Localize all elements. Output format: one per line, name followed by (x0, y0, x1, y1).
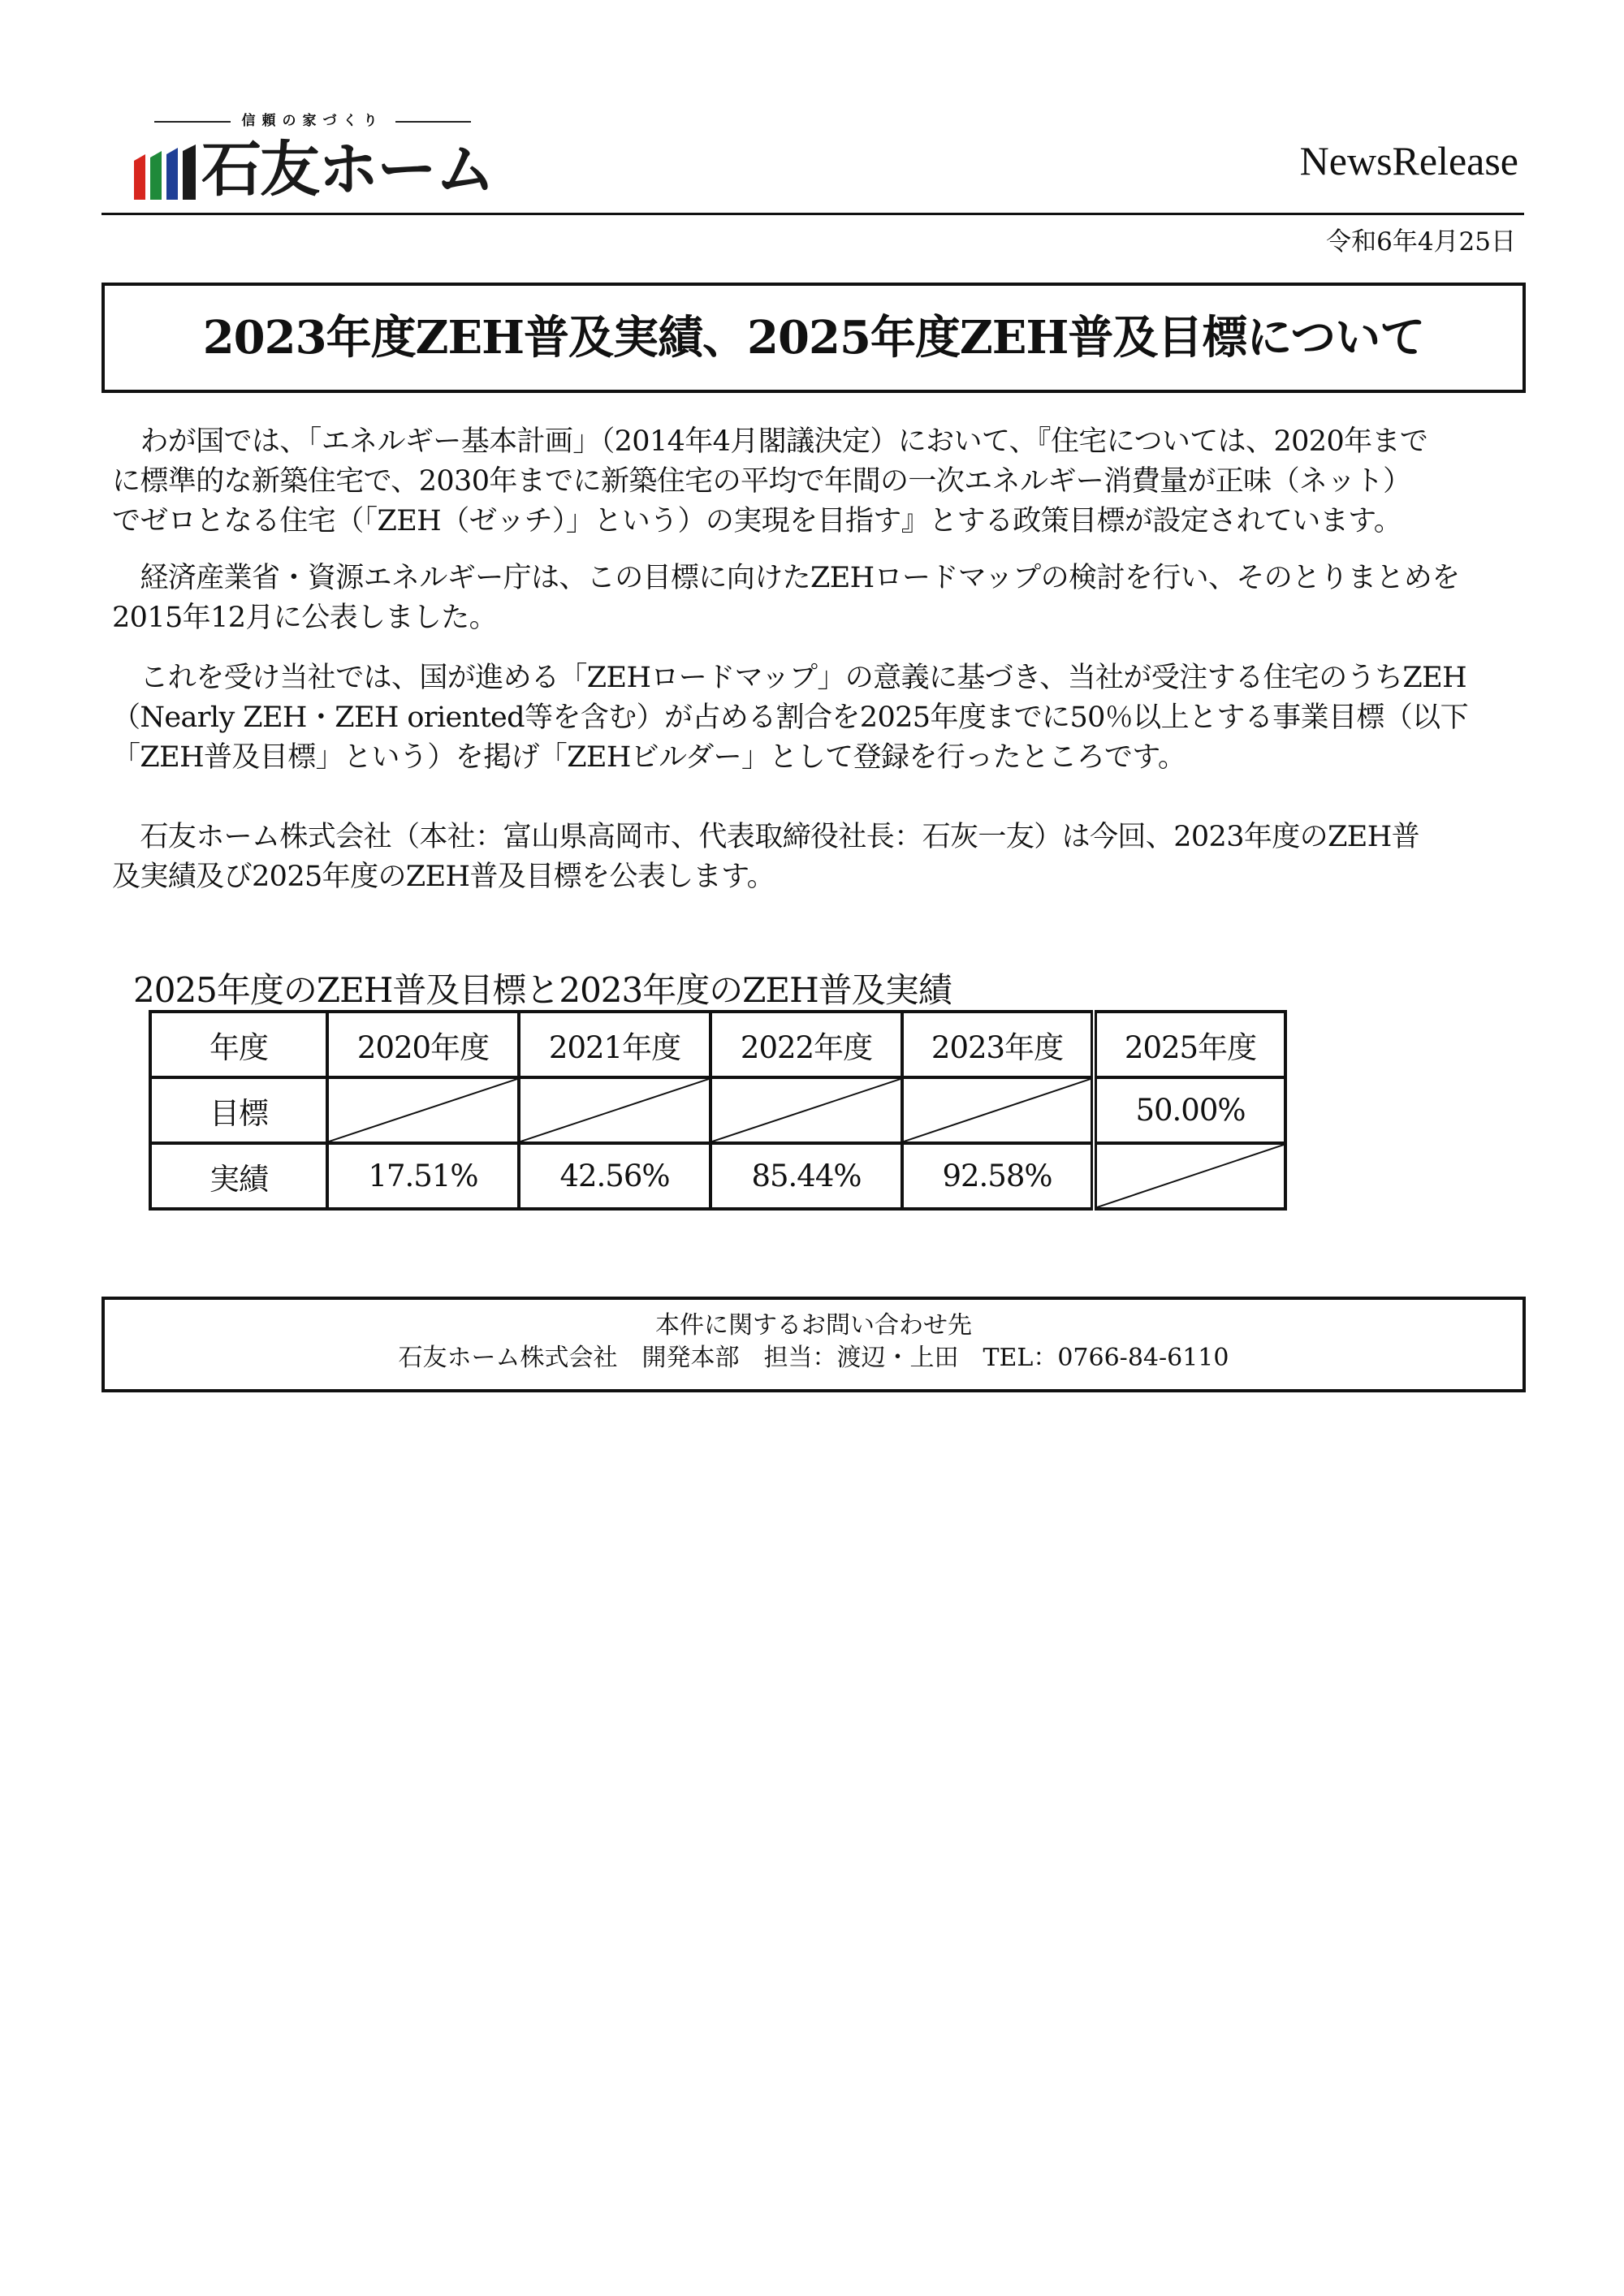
empty-slash-cell (519, 1077, 710, 1143)
paragraph-line: 「ZEH普及目標」という）を掲げ「ZEHビルダー」として登録を行ったところです。 (112, 741, 1186, 774)
header-divider (102, 213, 1524, 215)
paragraph-line: わが国では、「エネルギー基本計画」（2014年4月閣議決定）において、『住宅については、2020年まで (112, 425, 1428, 458)
title-box (102, 283, 1526, 393)
company-tagline (102, 112, 524, 130)
paragraph-line: 石友ホーム株式会社（本社：富山県高岡市、代表取締役社長：石灰一友）は今回、2023年度のZEH普 (112, 821, 1420, 853)
header-label-cell: 年度 (150, 1012, 327, 1077)
paragraph-line: これを受け当社では、国が進める「ZEHロードマップ」の意義に基づき、当社が受注する住宅のうちZEH (112, 662, 1466, 694)
news-release-label: NewsRelease (1299, 138, 1518, 183)
paragraph-line: （Nearly ZEH・ZEH oriented等を含む）が占める割合を2025年度までに50％以上とする事業目標（以下 (112, 701, 1468, 734)
target-value-cell: 50.00% (1094, 1077, 1285, 1143)
contact-label: 本件に関するお問い合わせ先 (655, 1311, 972, 1340)
zeh-results-table (149, 1010, 1287, 1211)
contact-box (102, 1297, 1526, 1392)
empty-slash-cell (710, 1077, 902, 1143)
paragraph-line: 及実績及び2025年度のZEH普及目標を公表します。 (112, 861, 775, 893)
table-row-actual (150, 1143, 1285, 1209)
actual-value-cell: 17.51% (327, 1143, 519, 1209)
actual-value-cell: 85.44% (710, 1143, 902, 1209)
empty-slash-cell (327, 1077, 519, 1143)
paragraph-announcement (112, 818, 1517, 897)
year-cell: 2021年度 (519, 1012, 710, 1077)
paragraph-line: 経済産業省・資源エネルギー庁は、この目標に向けたZEHロードマップの検討を行い、そのとりまとめを (112, 562, 1460, 594)
empty-slash-cell (1094, 1143, 1285, 1209)
company-logo-mark-icon (134, 143, 199, 200)
release-date: 令和6年4月25日 (1326, 227, 1516, 257)
page-title: 2023年度ZEH普及実績、2025年度ZEH普及目標について (202, 311, 1425, 365)
empty-slash-cell (902, 1077, 1094, 1143)
company-logo-text: 石友ホーム (201, 135, 494, 205)
year-cell: 2023年度 (902, 1012, 1094, 1077)
year-cell: 2022年度 (710, 1012, 902, 1077)
table-row-target (150, 1077, 1285, 1143)
paragraph-business-goal (112, 658, 1517, 778)
year-cell: 2020年度 (327, 1012, 519, 1077)
table-caption: 2025年度のZEH普及目標と2023年度のZEH普及実績 (133, 970, 952, 1010)
paragraph-energy-plan (112, 422, 1517, 542)
year-cell: 2025年度 (1094, 1012, 1285, 1077)
paragraph-line: でゼロとなる住宅（「ZEH（ゼッチ）」という）の実現を目指す』とする政策目標が設定されています。 (112, 505, 1402, 537)
actual-value-cell: 42.56% (519, 1143, 710, 1209)
table-row-years (150, 1012, 1285, 1077)
paragraph-line: 2015年12月に公表しました。 (112, 602, 498, 634)
paragraph-line: に標準的な新築住宅で、2030年までに新築住宅の平均で年間の一次エネルギー消費量が正味（ネット） (112, 465, 1411, 498)
actual-label-cell: 実績 (150, 1143, 327, 1209)
target-label-cell: 目標 (150, 1077, 327, 1143)
paragraph-roadmap (112, 559, 1517, 638)
tagline-text: 信頼の家づくり (231, 113, 395, 129)
actual-value-cell: 92.58% (902, 1143, 1094, 1209)
contact-detail: 石友ホーム株式会社 開発本部 担当：渡辺・上田 TEL：0766-84-6110 (398, 1344, 1229, 1372)
